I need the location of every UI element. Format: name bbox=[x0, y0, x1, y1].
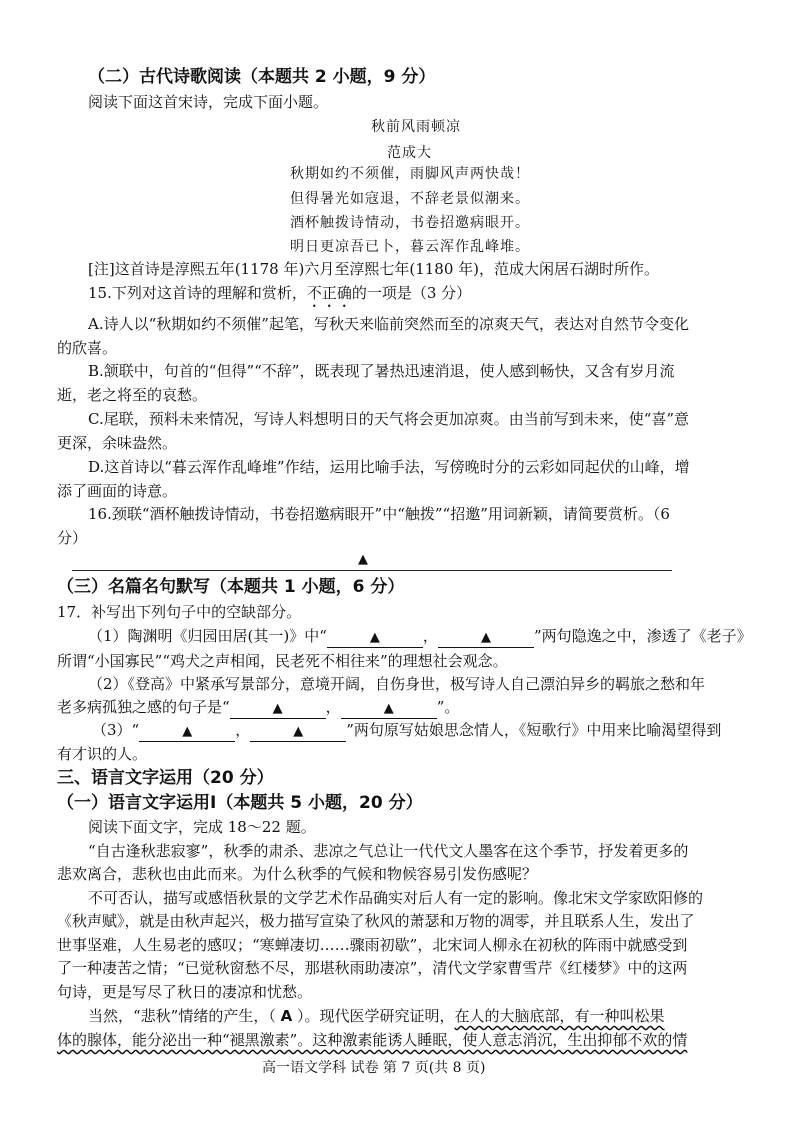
paragraph-2-line-5: 句诗，更是写尽了秋日的凄凉和忧愁。 bbox=[57, 983, 313, 1001]
option-d-line-1: D.这首诗以“暮云浑作乱峰堆”作结，运用比喻手法，写傍晚时分的云彩如同起伏的山峰，增 bbox=[88, 458, 690, 476]
option-c-line-1: C.尾联，预料未来情况，写诗人料想明日的天气将会更加凉爽。由当前写到未来，使“喜”意 bbox=[88, 410, 690, 428]
recitation-item-3: （3）“ ▲ ， ▲ ”两句原写姑娘思念情人，《短歌行》中用来比喻渴望得到 bbox=[92, 720, 721, 742]
subsection-heading: （一）语言文字运用Ⅰ（本题共 5 小题，20 分） bbox=[57, 793, 423, 813]
recitation-item-1: （1）陶渊明《归园田居(其一)》中“ ▲ ， ▲ ”两句隐逸之中，渗透了《老子》 bbox=[88, 626, 752, 648]
recitation-item-3-line-2: 有才识的人。 bbox=[57, 745, 148, 763]
section-intro: 阅读下面这首宋诗，完成下面小题。 bbox=[88, 93, 329, 111]
option-b-line-2: 逝，老之将至的哀愁。 bbox=[57, 386, 208, 404]
paragraph-2-line-2: 《秋声赋》，就是由秋声起兴，极力描写宣染了秋风的萧瑟和万物的凋零，并且联系人生，发出了 bbox=[57, 912, 695, 930]
fill-blank[interactable]: ▲ bbox=[327, 627, 423, 648]
option-d-line-2: 添了画面的诗意。 bbox=[57, 482, 178, 500]
paragraph-1-line-1: “自古逢秋悲寂寥”，秋季的肃杀、悲凉之气总让一代代文人墨客在这个季节，抒发着更多的 bbox=[88, 842, 689, 860]
section-heading-poetry: （二）古代诗歌阅读（本题共 2 小题，9 分） bbox=[88, 67, 436, 87]
recitation-item-2-line-2: 老多病孤独之感的句子是“ ▲ ， ▲ ”。 bbox=[57, 697, 459, 719]
recitation-item-1-line-2: 所谓“小国寡民”“鸡犬之声相闻，民老死不相往来”的理想社会观念。 bbox=[57, 652, 508, 670]
recitation-item-2-line-1: （2）《登高》中紧承写景部分，意境开阔，自伤身世，极写诗人自己漂泊异乡的羁旅之愁和年 bbox=[88, 675, 706, 693]
option-a-line-1: A.诗人以“秋期如约不须催”起笔，写秋天来临前突然而至的凉爽天气，表达对自然节令变化 bbox=[88, 315, 689, 333]
section-heading-recitation: （三）名篇名句默写（本题共 1 小题，6 分） bbox=[57, 577, 405, 597]
fill-blank[interactable]: ▲ bbox=[230, 698, 326, 719]
poem-author: 范成大 bbox=[387, 145, 432, 161]
paragraph-3-line-2 bbox=[57, 1030, 687, 1050]
paragraph-1-line-2: 悲欢离合，悲秋也由此而来。为什么秋季的气候和物候容易引发伤感呢？ bbox=[57, 865, 538, 883]
poem-note: [注]这首诗是淳熙五年(1178 年)六月至淳熙七年(1180 年)，范成大闲居石湖时所作。 bbox=[88, 260, 659, 278]
question-16-line-2: 分） bbox=[57, 529, 88, 547]
underlined-text: 体的腺体，能分泌出一种“褪黑激素”。这种激素能诱人睡眠，使人意志消沉，生出抑郁不欢的情 bbox=[57, 1031, 688, 1049]
fill-blank[interactable]: ▲ bbox=[341, 698, 437, 719]
question-15-stem: 15.下列对这首诗的理解和赏析，不正确的一项是（3 分） bbox=[88, 284, 472, 302]
option-b-line-1: B.颔联中，句首的“但得”“不辞”，既表现了暑热迅速消退，使人感到畅快，又含有岁月流 bbox=[88, 362, 675, 380]
paragraph-3-line-1: 当然，“悲秋”情绪的产生，（ A ）。现代医学研究证明，在人的大脑底部，有一种叫松果 bbox=[88, 1007, 665, 1025]
option-c-line-2: 更深，余味盎然。 bbox=[57, 434, 178, 452]
fill-blank[interactable]: ▲ bbox=[250, 721, 346, 742]
answer-area-marker: ▲ bbox=[358, 552, 368, 567]
poem-line-4: 明日更凉吾已卜，暮云浑作乱峰堆。 bbox=[290, 239, 530, 255]
poem-line-3: 酒杯触拨诗情动，书卷招邀病眼开。 bbox=[290, 215, 530, 231]
poem-line-2: 但得暑光如寇退，不辞老景似潮来。 bbox=[290, 191, 530, 207]
question-16-line-1: 16.颈联“酒杯触拨诗情动，书卷招邀病眼开”中“触拨”“招邀”用词新颖，请简要赏析。（6 bbox=[88, 505, 670, 523]
answer-mark-a: A bbox=[280, 1007, 293, 1025]
paragraph-2-line-4: 了一种凄苦之情；“已觉秋窗愁不尽，那堪秋雨助凄凉”，清代文学家曹雪芹《红楼梦》中的这两 bbox=[57, 959, 688, 977]
paragraph-2-line-1: 不可否认，描写或感悟秋景的文学艺术作品确实对后人有一定的影响。像北宋文学家欧阳修的 bbox=[88, 889, 704, 907]
poem-line-1: 秋期如约不须催，雨脚风声两快哉！ bbox=[290, 166, 530, 182]
paragraph-2-line-3: 世事坚难，人生易老的感叹；“寒蝉凄切……骤雨初歇”，北宋词人柳永在初秋的阵雨中就感受到 bbox=[57, 936, 688, 954]
option-a-line-2: 的欣喜。 bbox=[57, 339, 118, 357]
fill-blank[interactable]: ▲ bbox=[438, 627, 534, 648]
answer-line bbox=[72, 570, 672, 571]
question-17-stem: 17．补写出下列句子中的空缺部分。 bbox=[57, 603, 302, 621]
emphasis-text: 不正确 bbox=[306, 284, 352, 302]
page-footer: 高一语文学科 试卷 第 7 页(共 8 页) bbox=[262, 1060, 486, 1076]
part-heading-language: 三、语言文字运用（20 分） bbox=[57, 768, 274, 788]
underlined-text: 在人的大脑底部，有一种叫松果 bbox=[454, 1007, 665, 1025]
poem-title: 秋前风雨顿凉 bbox=[371, 119, 461, 135]
fill-blank[interactable]: ▲ bbox=[139, 721, 235, 742]
reading-intro: 阅读下面文字，完成 18～22 题。 bbox=[88, 818, 316, 836]
